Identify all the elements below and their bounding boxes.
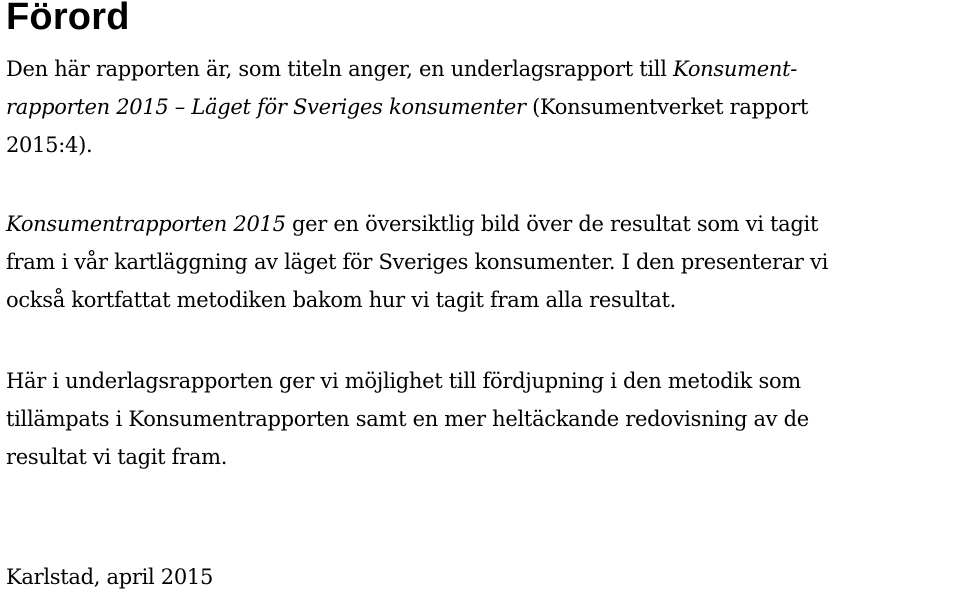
text-line: Den här rapporten är, som titeln anger, en underlagsrapport till Konsument- [6,57,798,81]
italic-report-title: Konsumentrapporten 2015 [6,212,286,236]
text-line: Konsumentrapporten 2015 ger en översiktlig bild över de resultat som vi tagit [6,212,819,236]
text-line: fram i vår kartläggning av läget för Sveriges konsumenter. I den presenterar vi [6,250,829,274]
page-title: Förord [6,0,130,38]
italic-report-title: Konsument- [673,57,798,81]
text-line: resultat vi tagit fram. [6,445,228,469]
text-line: rapporten 2015 – Läget för Sveriges konsumenter (Konsumentverket rapport [6,95,809,119]
paragraph-intro [6,50,956,164]
paragraph-overview [6,205,956,319]
text-line: Här i underlagsrapporten ger vi möjlighet till fördjupning i den metodik som [6,369,801,393]
signature-line: Karlstad, april 2015 [6,565,214,589]
text-line: också kortfattat metodiken bakom hur vi tagit fram alla resultat. [6,288,676,312]
paragraph-purpose [6,362,956,476]
text-line: 2015:4). [6,133,93,157]
italic-report-title: rapporten 2015 – Läget för Sveriges konsumenter [6,95,526,119]
text-line: tillämpats i Konsumentrapporten samt en mer heltäckande redovisning av de [6,407,809,431]
